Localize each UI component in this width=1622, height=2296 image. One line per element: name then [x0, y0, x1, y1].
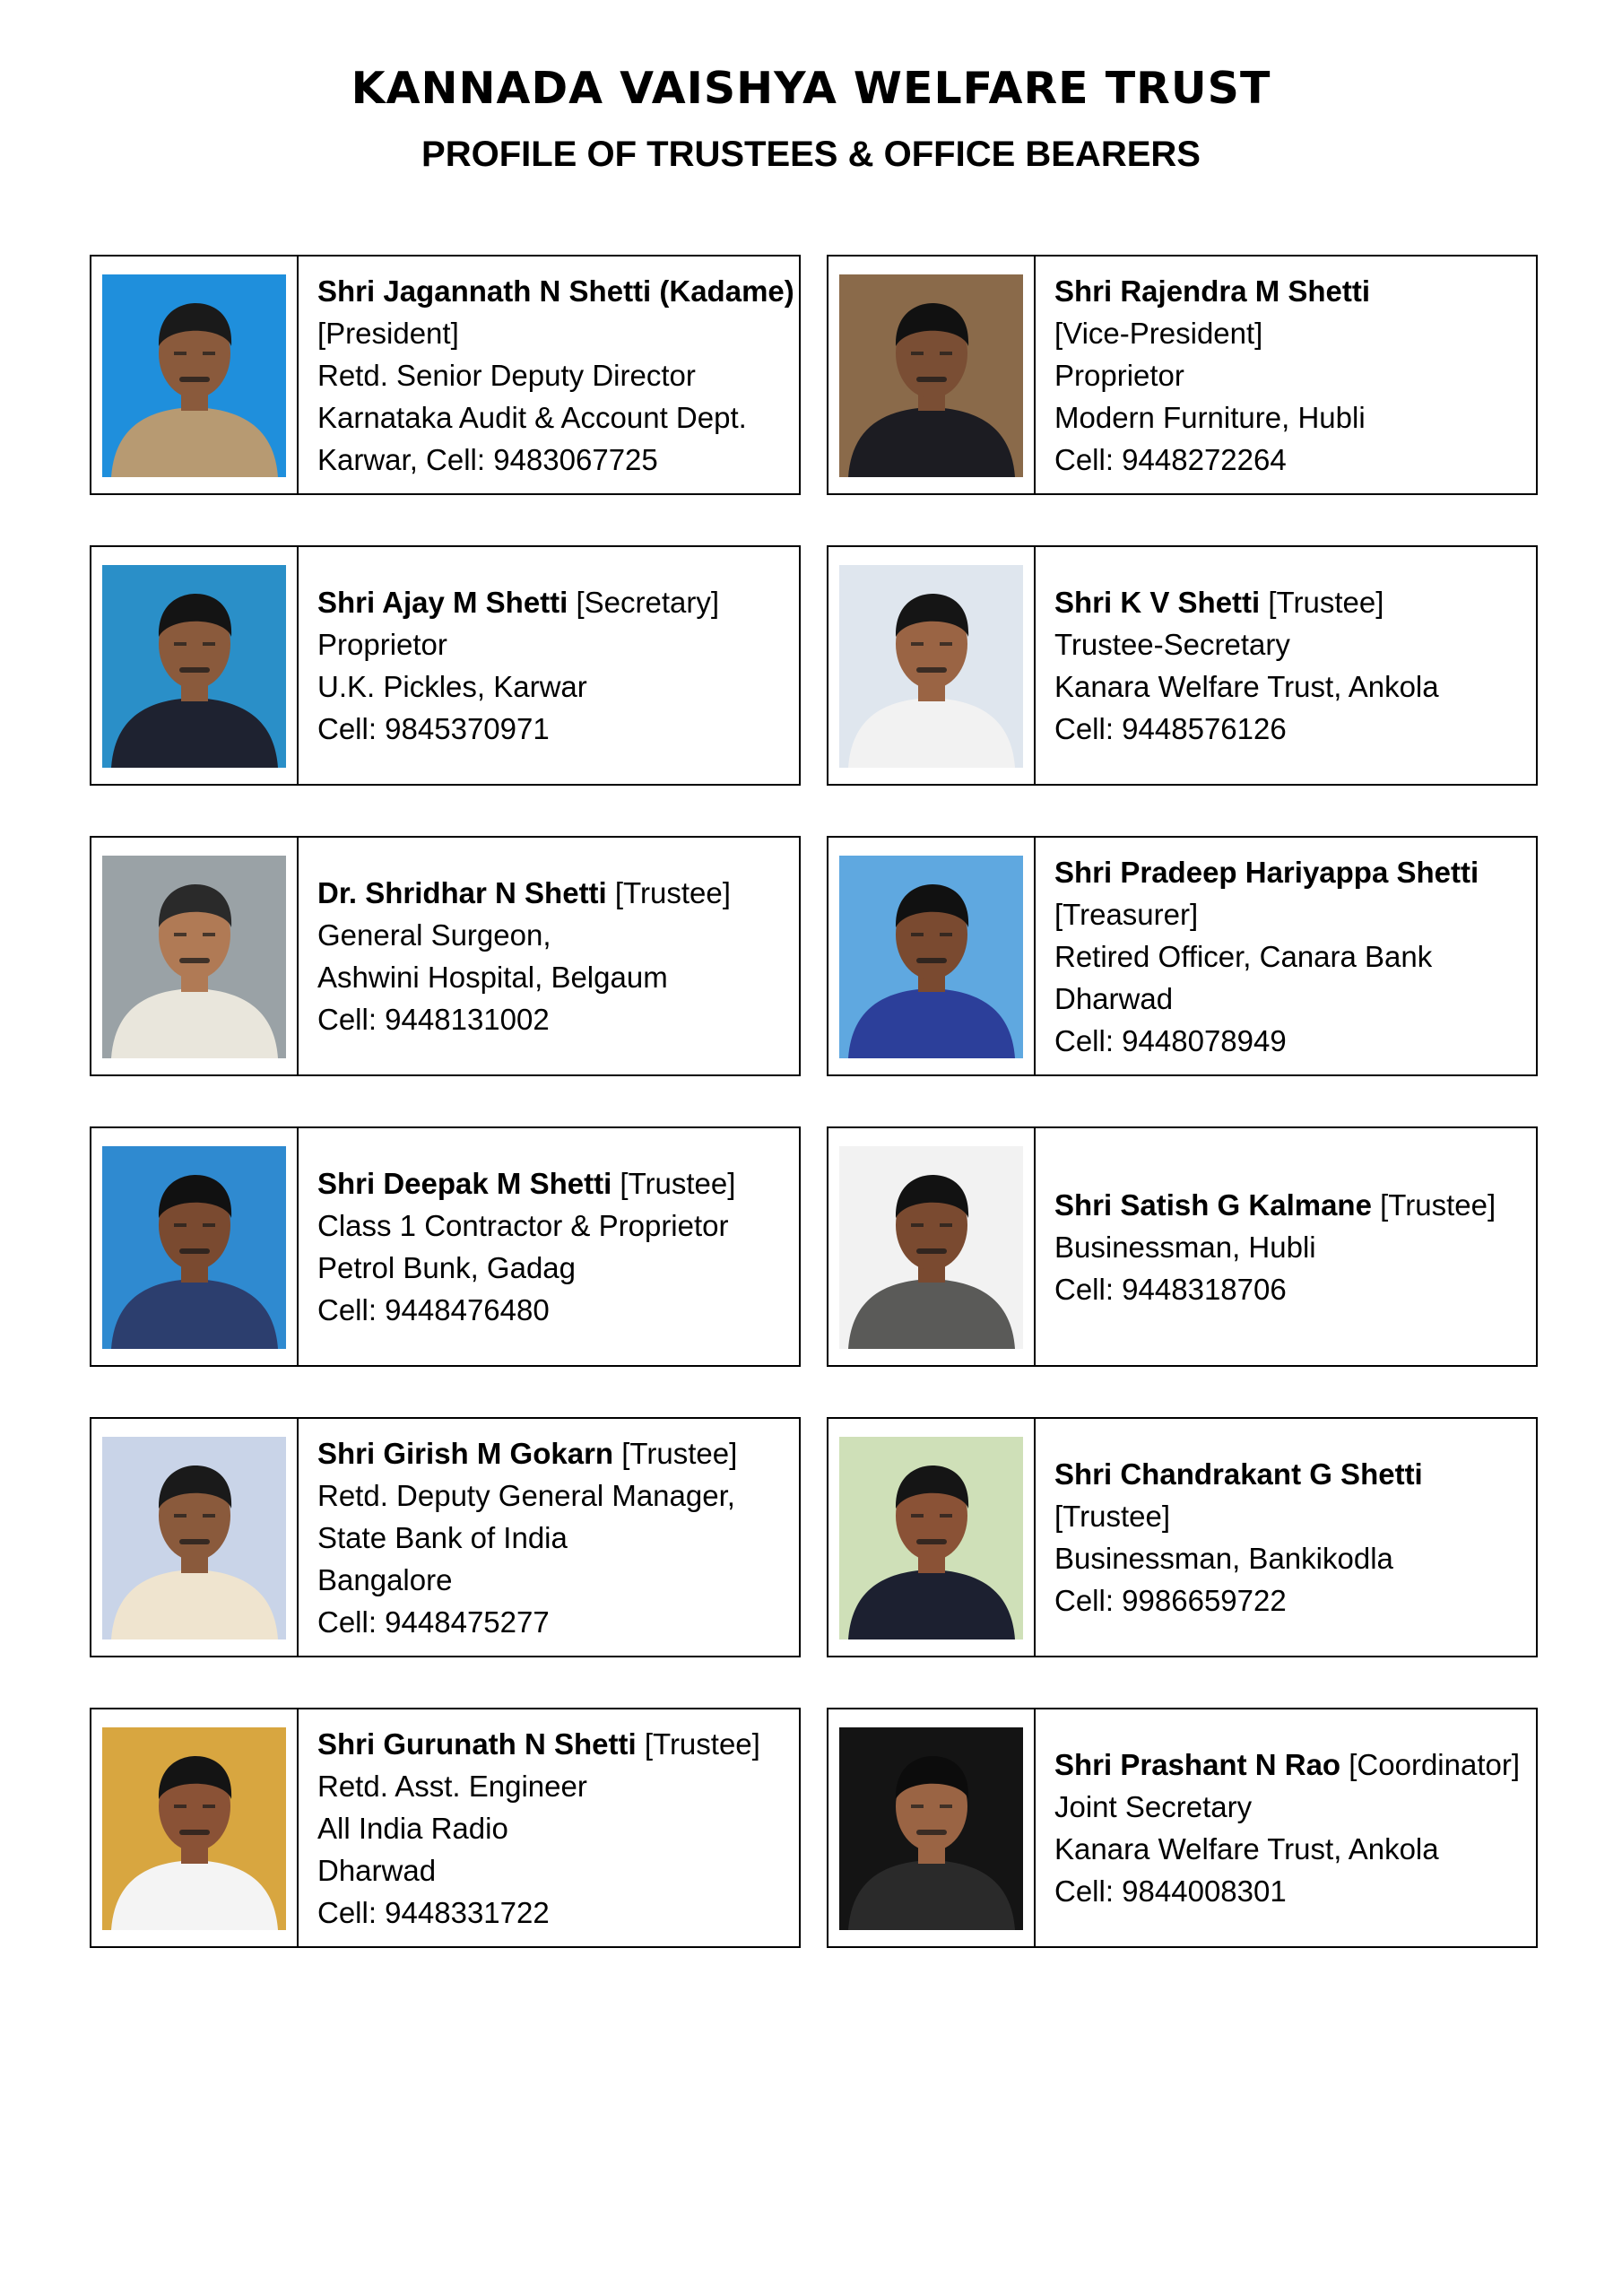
profile-name-line	[1054, 851, 1525, 893]
profile-photo-cell	[91, 1128, 299, 1365]
profile-role: [Coordinator]	[1340, 1748, 1521, 1781]
profile-details	[1054, 1709, 1525, 1946]
profile-detail-line: Cell: 9844008301	[1054, 1874, 1287, 1908]
profile-name: Shri Pradeep Hariyappa Shetti	[1054, 855, 1479, 889]
profile-photo	[839, 1146, 1023, 1349]
profile-name: Shri K V Shetti	[1054, 586, 1261, 619]
profile-detail-line: [Treasurer]	[1054, 897, 1199, 931]
profile-name-line	[317, 872, 788, 914]
profile-detail-line: U.K. Pickles, Karwar	[317, 670, 587, 703]
profile-detail-line: Cell: 9448272264	[1054, 442, 1287, 476]
profile-name: Shri Girish M Gokarn	[317, 1436, 614, 1470]
profile-photo	[102, 1727, 286, 1930]
profile-detail-line: Karnataka Audit & Account Dept.	[317, 400, 747, 434]
profile-card	[90, 1126, 801, 1367]
profile-photo-cell	[91, 838, 299, 1074]
profile-detail-line: Karwar, Cell: 9483067725	[317, 442, 658, 476]
profile-detail-line: Businessman, Hubli	[1054, 1230, 1316, 1264]
profile-name-line	[317, 270, 794, 312]
profile-detail-line: Joint Secretary	[1054, 1790, 1253, 1823]
profile-detail-line: Bangalore	[317, 1562, 453, 1596]
profile-photo	[839, 565, 1023, 768]
profile-photo	[102, 565, 286, 768]
profile-name-line	[1054, 581, 1525, 623]
profile-card	[827, 1417, 1538, 1657]
profile-detail-line: Cell: 9448131002	[317, 1003, 550, 1036]
profile-photo-cell	[91, 1419, 299, 1656]
profile-name-line	[317, 1162, 788, 1205]
profile-name: Dr. Shridhar N Shetti	[317, 876, 607, 909]
profile-name-line	[317, 1432, 788, 1474]
profile-photo-cell	[828, 257, 1036, 493]
profile-name-line	[1054, 1184, 1525, 1226]
profile-detail-line: Businessman, Bankikodla	[1054, 1542, 1393, 1575]
profile-details	[1054, 547, 1525, 784]
profile-detail-line: Retd. Deputy General Manager,	[317, 1478, 735, 1512]
profile-name-line	[317, 1723, 788, 1765]
profile-photo-cell	[828, 1128, 1036, 1365]
profile-details	[1054, 838, 1525, 1074]
profile-detail-line: Trustee-Secretary	[1054, 628, 1290, 661]
profile-details	[317, 257, 794, 493]
profile-detail-line: [President]	[317, 316, 459, 350]
profile-photo-cell	[828, 1709, 1036, 1946]
profile-card	[827, 1126, 1538, 1367]
profile-detail-line: Cell: 9448576126	[1054, 712, 1287, 745]
profile-detail-line: Petrol Bunk, Gadag	[317, 1251, 577, 1284]
profile-detail-line: General Surgeon,	[317, 918, 551, 952]
profile-detail-line: Retired Officer, Canara Bank	[1054, 939, 1433, 973]
profile-detail-line: Class 1 Contractor & Proprietor	[317, 1209, 729, 1242]
profile-card	[90, 545, 801, 786]
profile-name: Shri Chandrakant G Shetti	[1054, 1457, 1423, 1491]
profile-photo	[102, 1437, 286, 1639]
profile-photo-cell	[828, 838, 1036, 1074]
profile-detail-line: All India Radio	[317, 1811, 508, 1845]
profile-photo	[839, 856, 1023, 1058]
profile-role: [Trustee]	[606, 876, 731, 909]
profile-detail-line: [Trustee]	[1054, 1500, 1170, 1533]
profile-photo	[839, 274, 1023, 477]
profile-role: [Trustee]	[1260, 586, 1384, 619]
profile-card	[90, 836, 801, 1076]
profile-name: Shri Satish G Kalmane	[1054, 1187, 1372, 1222]
profile-card	[90, 1708, 801, 1948]
profile-detail-line: Cell: 9845370971	[317, 712, 550, 745]
profile-photo	[102, 1146, 286, 1349]
profile-details	[1054, 1128, 1525, 1365]
profile-card	[827, 545, 1538, 786]
profile-photo-cell	[91, 257, 299, 493]
profile-name: Shri Ajay M Shetti	[317, 586, 568, 619]
document-subtitle: PROFILE OF TRUSTEES & OFFICE BEARERS	[421, 135, 1201, 174]
profile-details	[317, 1709, 788, 1946]
profile-card	[827, 255, 1538, 495]
profile-name: Shri Gurunath N Shetti	[317, 1726, 637, 1761]
profile-photo	[839, 1437, 1023, 1639]
profile-photo-cell	[91, 1709, 299, 1946]
profile-detail-line: Dharwad	[1054, 981, 1174, 1015]
profile-role: [Trustee]	[613, 1436, 738, 1470]
profile-photo	[839, 1727, 1023, 1930]
profile-details	[317, 1419, 788, 1656]
profile-card	[827, 1708, 1538, 1948]
profile-name-line	[317, 581, 788, 623]
profile-card	[90, 1417, 801, 1657]
profile-detail-line: Dharwad	[317, 1853, 437, 1887]
profile-detail-line: State Bank of India	[317, 1520, 568, 1554]
profile-details	[317, 838, 788, 1074]
profile-details	[1054, 1419, 1525, 1656]
profile-detail-line: Modern Furniture, Hubli	[1054, 400, 1366, 434]
profile-name-line	[1054, 1453, 1525, 1495]
profile-name: Shri Prashant N Rao	[1054, 1748, 1341, 1781]
profile-name-line	[1054, 1744, 1525, 1786]
profile-detail-line: [Vice-President]	[1054, 316, 1263, 350]
profile-detail-line: Ashwini Hospital, Belgaum	[317, 961, 668, 994]
profile-photo-cell	[828, 547, 1036, 784]
profile-photo	[102, 856, 286, 1058]
profile-details	[317, 547, 788, 784]
profile-role: [Secretary]	[568, 586, 720, 619]
profile-details	[1054, 257, 1525, 493]
profile-role: [Trustee]	[636, 1726, 760, 1761]
profile-photo-cell	[828, 1419, 1036, 1656]
profile-detail-line: Cell: 9448318706	[1054, 1272, 1287, 1306]
profile-detail-line: Kanara Welfare Trust, Ankola	[1054, 1832, 1439, 1866]
profile-details	[317, 1128, 788, 1365]
profile-detail-line: Cell: 9986659722	[1054, 1584, 1287, 1617]
profile-photo-cell	[91, 547, 299, 784]
profile-detail-line: Cell: 9448475277	[317, 1605, 550, 1639]
profile-name: Shri Deepak M Shetti	[317, 1167, 612, 1200]
profile-detail-line: Cell: 9448476480	[317, 1293, 550, 1326]
profile-detail-line: Retd. Senior Deputy Director	[317, 358, 696, 392]
profile-card	[827, 836, 1538, 1076]
profile-detail-line: Retd. Asst. Engineer	[317, 1769, 587, 1803]
profile-card	[90, 255, 801, 495]
profile-detail-line: Cell: 9448331722	[317, 1895, 550, 1929]
profile-role: [Trustee]	[1371, 1187, 1496, 1222]
profile-name: Shri Jagannath N Shetti (Kadame)	[317, 274, 794, 308]
profile-name-line	[1054, 270, 1525, 312]
document-title: KANNADA VAISHYA WELFARE TRUST	[351, 63, 1271, 114]
profile-detail-line: Proprietor	[317, 628, 447, 661]
profile-detail-line: Cell: 9448078949	[1054, 1023, 1287, 1057]
profile-role: [Trustee]	[612, 1167, 736, 1200]
profile-photo	[102, 274, 286, 477]
profile-name: Shri Rajendra M Shetti	[1054, 274, 1371, 308]
profile-detail-line: Kanara Welfare Trust, Ankola	[1054, 670, 1439, 703]
profile-detail-line: Proprietor	[1054, 358, 1184, 392]
